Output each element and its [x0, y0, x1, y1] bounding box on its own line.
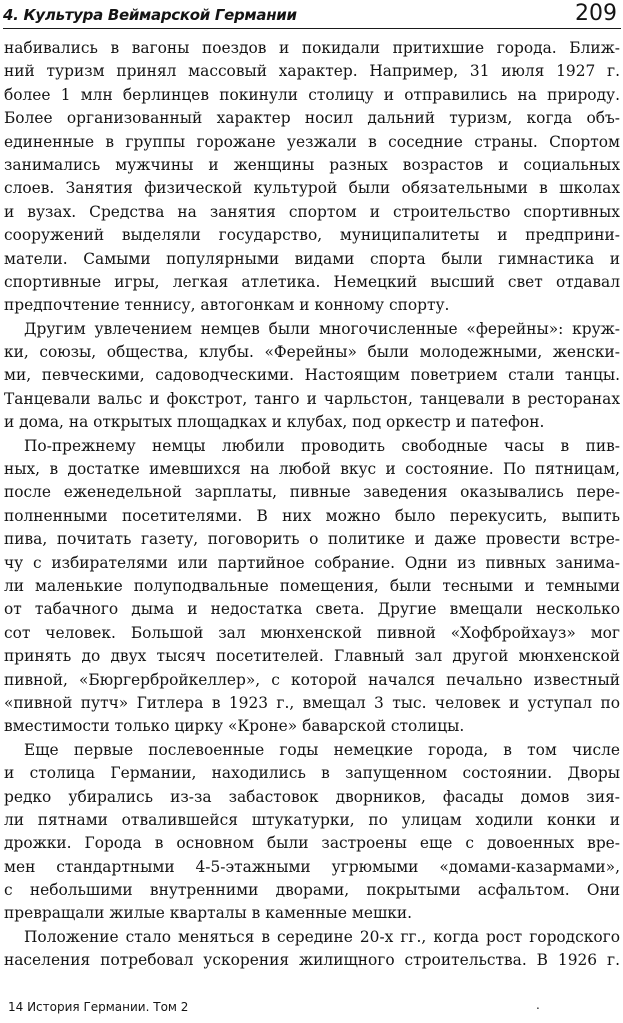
text-line: полненными посетителями. В них можно было перекусить, выпить [4, 506, 620, 525]
text-line: Более организованный характер носил дальний туризм, когда объ- [4, 109, 620, 128]
text-line: и столица Германии, находились в запущенном состоянии. Дворы [4, 764, 620, 783]
text-line: Другим увлечением немцев были многочисленные «ферейны»: круж- [24, 319, 620, 338]
text-line: дрожки. Города в основном были застроены еще с довоенных вре- [4, 834, 620, 853]
text-line: от табачного дыма и недостатка света. Другие вмещали несколько [4, 600, 620, 619]
text-line: редко убирались из-за забастовок дворников, фасады домов зия- [4, 787, 620, 806]
text-line: ки, союзы, общества, клубы. «Ферейны» были молодежными, женски- [4, 343, 620, 362]
text-line: Положение стало меняться в середине 20-х гг., когда рост городского [24, 927, 620, 946]
printer-signature: 14 История Германии. Том 2 [8, 1000, 189, 1014]
text-line: и дома, на открытых площадках и клубах, под оркестр и патефон. [4, 413, 545, 432]
text-line: сот человек. Большой зал мюнхенской пивной «Хофбройхауз» мог [4, 623, 620, 642]
text-line: чу с избирателями или партийное собрание. Одни из пивных занима- [4, 553, 620, 572]
text-line: вместимости только цирку «Кроне» баварской столицы. [4, 717, 465, 736]
text-line: мен стандартными 4-5-этажными угрюмыми «домами-казармами», [4, 857, 620, 876]
text-line: спортивные игры, легкая атлетика. Немецкий высший свет отдавал [4, 272, 620, 291]
text-line: и вузах. Средства на занятия спортом и строительство спортивных [4, 202, 620, 221]
text-line: более 1 млн берлинцев покинули столицу и отправились на природу. [4, 85, 620, 104]
text-line: после еженедельной зарплаты, пивные заведения оказывались пере- [4, 483, 620, 502]
text-line: По-прежнему немцы любили проводить свободные часы в пив- [24, 436, 620, 455]
page-number: 209 [575, 1, 617, 26]
text-line: ний туризм принял массовый характер. Например, 31 июля 1927 г. [4, 62, 620, 81]
text-line: сооружений выделяли государство, муниципалитеты и предприни- [4, 226, 620, 245]
footer-mark: . [536, 998, 540, 1012]
text-line: пива, почитать газету, поговорить о политике и даже провести встре- [4, 530, 620, 549]
text-line: предпочтение теннису, автогонкам и конному спорту. [4, 296, 450, 315]
text-line: Танцевали вальс и фокстрот, танго и чарльстон, танцевали в ресторанах [4, 389, 620, 408]
text-line: пивной, «Бюргербройкеллер», с которой начался печально известный [4, 670, 620, 689]
text-line: набивались в вагоны поездов и покидали притихшие города. Ближ- [4, 39, 620, 57]
text-line: населения потребовал ускорения жилищного строительства. В 1926 г. [4, 951, 620, 970]
text-line: Еще первые послевоенные годы немецкие города, в том числе [24, 740, 620, 759]
running-header [3, 2, 621, 29]
text-line: матели. Самыми популярными видами спорта были гимнастика и [4, 249, 620, 268]
running-header-title: 4. Культура Веймарской Германии [3, 6, 297, 24]
text-line: принять до двух тысяч посетителей. Главный зал другой мюнхенской [4, 647, 620, 666]
text-line: ных, в достатке имевшихся на любой вкус и состояние. По пятницам, [4, 460, 620, 479]
text-line: ли пятнами отвалившейся штукатурки, по улицам ходили конки и [4, 810, 620, 829]
text-line: превращали жилые кварталы в каменные мешки. [4, 904, 413, 923]
text-line: ми, певческими, садоводческими. Настоящим поветрием стали танцы. [4, 366, 620, 385]
text-line: занимались мужчины и женщины разных возрастов и социальных [4, 155, 620, 174]
text-line: «пивной путч» Гитлера в 1923 г., вмещал 3 тыс. человек и уступал по [4, 693, 620, 712]
text-line: с небольшими внутренними дворами, покрытыми асфальтом. Они [4, 881, 620, 900]
text-line: единенные в группы горожане уезжали в соседние страны. Спортом [4, 132, 620, 151]
text-line: ли маленькие полуподвальные помещения, были тесными и темными [4, 576, 620, 595]
text-line: слоев. Занятия физической культурой были обязательными в школах [4, 179, 620, 198]
body-text [4, 37, 620, 973]
